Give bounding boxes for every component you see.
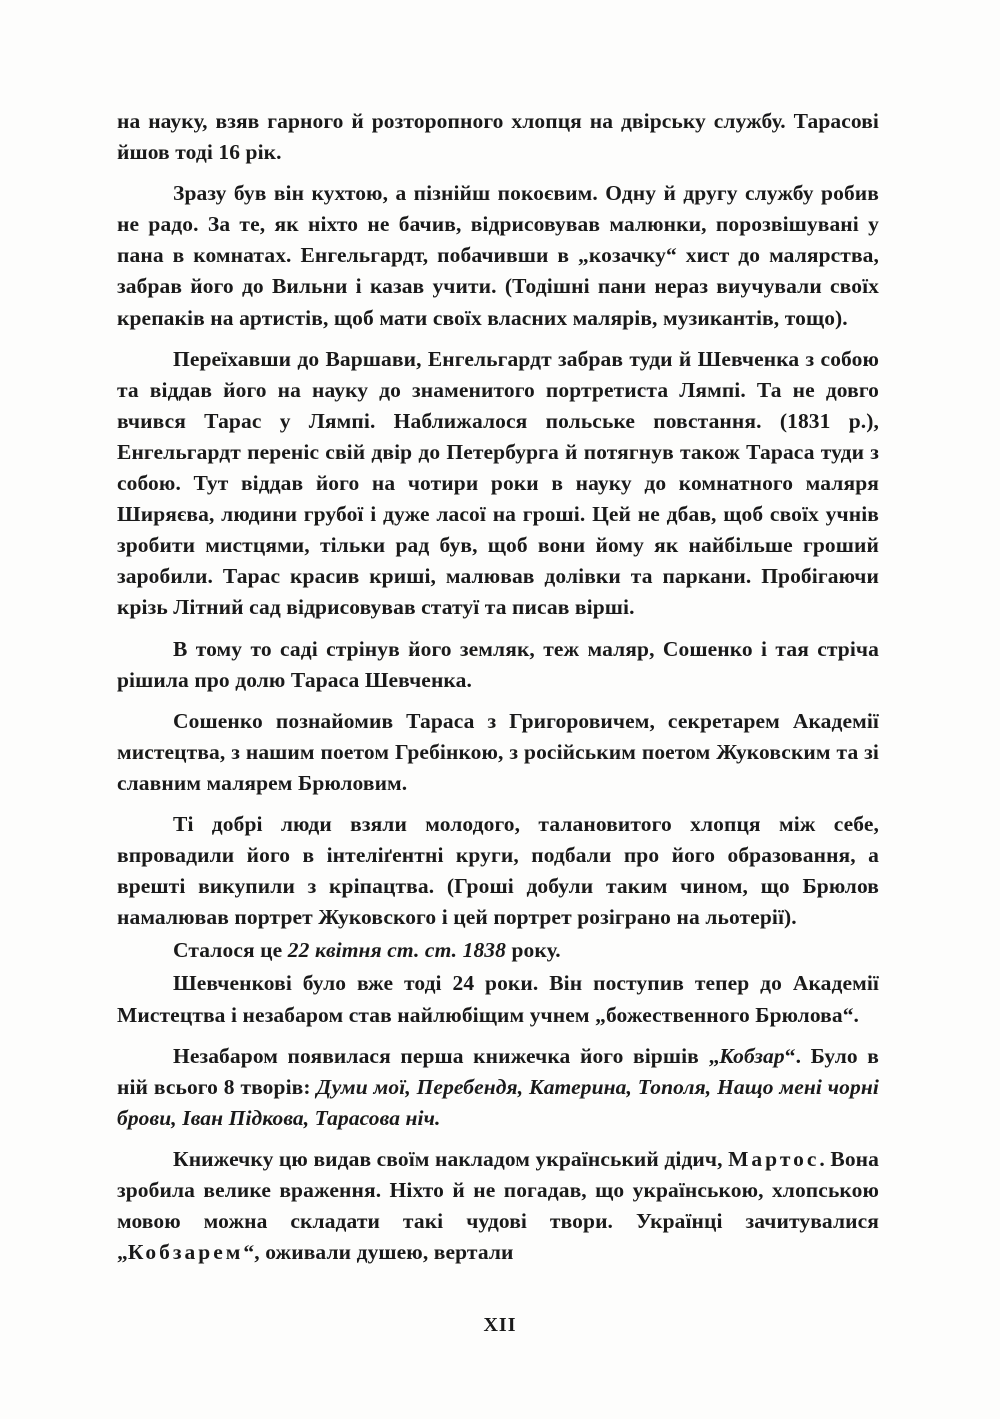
paragraph-7-start: Сталося це xyxy=(173,938,288,963)
paragraph-7-end: року. xyxy=(506,938,561,963)
paragraph-4: В тому то саді стрінув його земляк, теж маляр, Сошенко і тая стріча рішила про долю Тараса Шевченка. xyxy=(117,636,879,692)
paragraph-8: Шевченкові було вже тоді 24 роки. Він поступив тепер до Академії Мистецтва і незабаром став найлюбіщим учнем „божественного Брюлова“. xyxy=(117,971,879,1027)
paragraph-10 xyxy=(117,1144,879,1268)
paragraph-3: Переїхавши до Варшави, Енгельгардт забрав туди й Шевченка з собою та віддав його на науку до знаменитого портретиста Лямпі. Та не довго вчився Тарас у Лямпі. Наближалося польське повстання. (1831 р.), Енгельгардт переніс свій двір до Петербурга й потягнув також Тараса туди з собою. Тут віддав його на чотири роки в науку до комнатного маляря Ширяєва, людини грубої і дуже ласої на гроші. Цей не дбав, щоб своїх учнів зробити мистцями, тільки рад був, щоб вони йому як найбільше гроший заробили. Тарас красив криші, малював долівки та паркани. Пробігаючи крізь Літний сад відрисовував статуї та писав вірші. xyxy=(117,346,879,620)
paragraph-10-end: “, оживали душею, вертали xyxy=(243,1240,514,1265)
paragraph-2: Зразу був він кухтою, а пізнійш покоєвим. Одну й другу службу робив не радо. За те, як ніхто не бачив, відрисовував малюнки, порозвішувані у пана в комнатах. Енгельгардт, побачивши в „козачку“ хист до малярства, забрав його до Вильни і казав учити. (Тодішні пани нераз виучували своїх крепаків на артистів, щоб мати своїх власних малярів, музикантів, тощо). xyxy=(117,181,879,330)
paragraph-10-middle: . Вона зробила велике враження. Ніхто й не погадав, що українською, хлопською мовою можна складати такі чудові твори. Українці зачитувалися „ xyxy=(117,1146,880,1265)
body-text xyxy=(117,106,879,1278)
paragraph-10-start: Книжечку цю видав своїм накладом український дідич, xyxy=(173,1146,729,1171)
paragraph-9-start: Незабаром появилася перша книжечка його віршів „ xyxy=(173,1043,720,1068)
paragraph-6: Ті добрі люди взяли молодого, талановитого хлопця між себе, впровадили його в інтеліґентні круги, подбали про його образовання, а врешті викупили з кріпацтва. (Гроші добули таким чином, що Брюлов намалював портрет Жуковского і цей портрет розіграно на льотерії). xyxy=(117,811,879,930)
kobzarem-word: Кобзарем xyxy=(127,1240,244,1265)
works-list: Думи мої, Перебендя, Катерина, Тополя, Нащо мені чорні брови, Іван Підкова, Тарасова ніч. xyxy=(117,1074,879,1130)
paragraph-9 xyxy=(117,1041,879,1134)
page-number: XII xyxy=(483,1314,517,1336)
paragraph-7-date: 22 квітня ст. ст. 1838 xyxy=(287,938,506,963)
martos-name: Мартос xyxy=(728,1146,820,1171)
paragraph-9-middle: “. Було в ній всього 8 творів: xyxy=(117,1043,879,1099)
paragraph-1: на науку, взяв гарного й розторопного хлопця на двірську службу. Тарасові йшов тоді 16 рік. xyxy=(117,109,879,165)
kobzar-title: Кобзар xyxy=(719,1043,785,1068)
paragraph-7 xyxy=(117,935,879,966)
paragraph-5: Сошенко познайомив Тараса з Григоровичем, секретарем Академії мистецтва, з нашим поетом Гребінкою, з російським поетом Жуковским та зі славним малярем Брюловим. xyxy=(117,708,879,795)
